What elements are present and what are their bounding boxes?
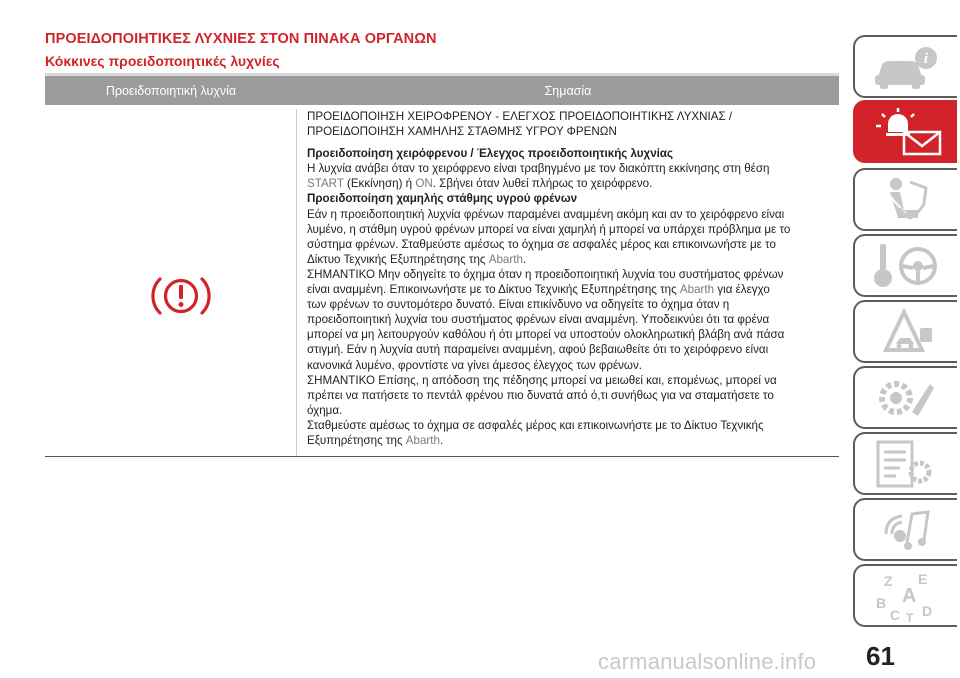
- tab-technical-data[interactable]: [853, 432, 957, 495]
- watermark-text: carmanualsonline.info: [598, 649, 817, 674]
- tab-safety[interactable]: [853, 168, 957, 231]
- section-brake-handbrake-text: Η λυχνία ανάβει όταν το χειρόφρενο είναι τραβηγμένο με τον διακόπτη εκκίνησης στη θέση START (Εκκίνηση) ή ON. Σβήνει όταν λυθεί πλήρως το χειρόφρενο.: [307, 162, 770, 191]
- tab-index[interactable]: [853, 564, 957, 627]
- page-heading: ΠΡΟΕΙΔΟΠΟΙΗΤΙΚΕΣ ΛΥΧΝΙΕΣ ΣΤΟΝ ΠΙΝΑΚΑ ΟΡΓΑΝΩΝ: [45, 31, 437, 47]
- tab-maintenance[interactable]: [853, 366, 957, 429]
- index-icon: [866, 568, 946, 624]
- svg-text:i: i: [923, 50, 929, 67]
- warning-lights-table: [45, 73, 839, 457]
- row-title: ΠΡΟΕΙΔΟΠΟΙΗΣΗ ΧΕΙΡΟΦΡΕΝΟΥ - ΕΛΕΓΧΟΣ ΠΡΟΕΙΔΟΠΟΙΗΤΙΚΗΣ ΛΥΧΝΙΑΣ / ΠΡΟΕΙΔΟΠΟΙΗΣΗ ΧΑΜΗΛΗΣ ΣΤΑΘΜΗΣ ΥΓΡΟΥ ΦΡΕΝΩΝ: [307, 110, 733, 139]
- page-number: 61: [866, 641, 895, 671]
- index-letter: Z: [884, 572, 893, 589]
- index-letter: A: [902, 584, 917, 607]
- tab-emergency[interactable]: [853, 300, 957, 363]
- index-letter: E: [918, 570, 928, 587]
- index-letter: T: [906, 610, 914, 624]
- tab-starting-driving[interactable]: [853, 234, 957, 297]
- maintenance-icon: [866, 372, 946, 424]
- warning-lights-icon: [866, 106, 946, 158]
- header-lamp: Προειδοποιητική λυχνία: [105, 83, 237, 98]
- roadside-emergency-icon: [866, 306, 946, 358]
- technical-data-icon: [866, 438, 946, 490]
- tab-car-info[interactable]: [853, 35, 957, 98]
- on-label: ON: [415, 177, 433, 191]
- index-letter: D: [922, 602, 933, 619]
- brake-warning-icon: [151, 273, 211, 319]
- brand-abarth: Abarth: [405, 433, 440, 447]
- car-info-icon: [866, 41, 946, 93]
- meaning-cell: [297, 109, 839, 456]
- tab-warning-lights[interactable]: [853, 100, 957, 163]
- section-brake-fluid-text: Εάν η προειδοποιητική λυχνία φρένων παραμένει αναμμένη ακόμη και αν το χειρόφρενο είναι λυμένο, η στάθμη υγρού φρένων μπορεί να είναι χαμηλή ή μπορεί να υπάρχει πρόβλημα με το σύστημα φρένων. Σταθμεύστε αμέσως το όχημα σε ασφαλές μέρος και επικοινωνήστε με το Δίκτυο Τεχνικής Εξυπηρέτησης της Abarth. ΣΗΜΑΝΤΙΚΟ Μην οδηγείτε το όχημα όταν η προειδοποιητική λυχνία του συστήματος φρένων είναι αναμμένη. Επικοινωνήστε με το Δίκτυο Τεχνικής Εξυπηρέτησης της Abarth για έλεγχο των φρένων το συντομότερο δυνατό. Είναι επικίνδυνο να οδηγείτε το όχημα όταν η προειδοποιητική λυχνία του συστήματος φρένων είναι αναμμένη. Υποδεικνύει ότι τα φρένα μπορεί να μη λειτουργούν καθόλου ή ότι μπορεί να υποστούν ολοκληρωτική βλάβη ανά πάσα στιγμή. Εάν η λυχνία αυτή παραμείνει αναμμένη, αφού βεβαιωθείτε ότι το χειρόφρενο είναι κανονικά λυμένο, φροντίστε να γίνει άμεσος έλεγχος των φρένων. ΣΗΜΑΝΤΙΚΟ Επίσης, η απόδοση της πέδησης μπορεί να μειωθεί και, επομένως, μπορεί να πρέπει να πατήσετε το πεντάλ φρένου πιο δυνατά από ό,τι συνήθως για να σταματήσετε το όχημα. Σταθμεύστε αμέσως το όχημα σε ασφαλές μέρος και επικοινωνήστε με το Δίκτυο Τεχνικής Εξυπηρέτησης της Abarth.: [307, 207, 791, 447]
- section-brake-fluid-title: Προειδοποίηση χαμηλής στάθμης υγρού φρένων: [307, 192, 578, 206]
- header-meaning: Σημασία: [544, 83, 592, 98]
- section-subheading: Κόκκινες προειδοποιητικές λυχνίες: [45, 53, 280, 69]
- section-brake-handbrake-title: Προειδοποίηση χειρόφρενου / Έλεγχος προειδοποιητικής λυχνίας: [307, 147, 674, 161]
- seat-safety-icon: [866, 174, 946, 226]
- lamp-cell: [45, 109, 297, 456]
- start-label: START: [307, 177, 344, 191]
- index-letter: B: [876, 594, 887, 611]
- key-steering-icon: [866, 240, 946, 292]
- tab-multimedia[interactable]: [853, 498, 957, 561]
- multimedia-icon: [866, 504, 946, 556]
- table-row: [45, 109, 839, 457]
- index-letter: C: [890, 606, 901, 623]
- brand-abarth: Abarth: [679, 283, 715, 297]
- table-header: [45, 73, 839, 105]
- brand-abarth: Abarth: [488, 252, 523, 266]
